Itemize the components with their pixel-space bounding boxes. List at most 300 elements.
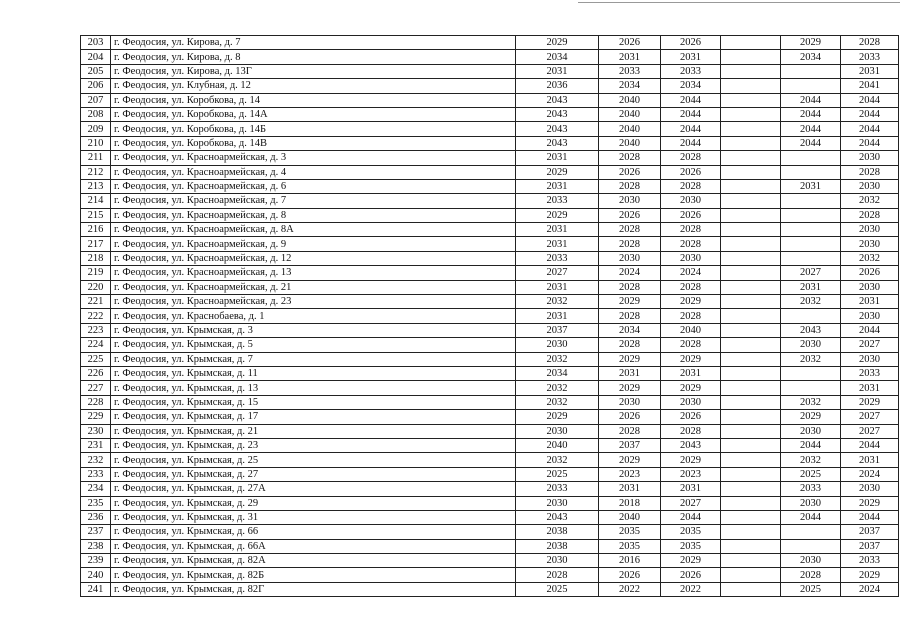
table-row: [81, 79, 899, 93]
row-number: 205: [81, 64, 111, 78]
table-row: [81, 237, 899, 251]
address-cell: г. Феодосия, ул. Красноармейская, д. 21: [111, 280, 516, 294]
year-cell-1: 2034: [516, 366, 599, 380]
year-cell-5: 2025: [781, 467, 841, 481]
address-cell: г. Феодосия, ул. Крымская, д. 25: [111, 453, 516, 467]
row-number: 220: [81, 280, 111, 294]
year-cell-6: 2032: [841, 251, 899, 265]
year-cell-4: [721, 151, 781, 165]
table-row: [81, 266, 899, 280]
year-cell-5: [781, 237, 841, 251]
year-cell-1: 2037: [516, 323, 599, 337]
year-cell-1: 2031: [516, 223, 599, 237]
year-cell-1: 2031: [516, 280, 599, 294]
year-cell-4: [721, 424, 781, 438]
year-cell-1: 2029: [516, 36, 599, 50]
year-cell-4: [721, 539, 781, 553]
year-cell-4: [721, 482, 781, 496]
year-cell-3: 2022: [661, 582, 721, 596]
year-cell-4: [721, 554, 781, 568]
year-cell-3: 2029: [661, 295, 721, 309]
year-cell-2: 2026: [599, 568, 661, 582]
year-cell-1: 2031: [516, 179, 599, 193]
year-cell-2: 2040: [599, 510, 661, 524]
address-cell: г. Феодосия, ул. Клубная, д. 12: [111, 79, 516, 93]
year-cell-3: 2026: [661, 410, 721, 424]
year-cell-3: 2029: [661, 554, 721, 568]
row-number: 213: [81, 179, 111, 193]
year-cell-4: [721, 496, 781, 510]
table-row: [81, 410, 899, 424]
year-cell-6: 2030: [841, 151, 899, 165]
row-number: 239: [81, 554, 111, 568]
year-cell-5: 2031: [781, 179, 841, 193]
row-number: 208: [81, 107, 111, 121]
year-cell-1: 2033: [516, 482, 599, 496]
year-cell-2: 2031: [599, 482, 661, 496]
year-cell-5: [781, 165, 841, 179]
year-cell-1: 2025: [516, 467, 599, 481]
year-cell-6: 2031: [841, 295, 899, 309]
year-cell-3: 2030: [661, 251, 721, 265]
table-row: [81, 93, 899, 107]
year-cell-4: [721, 136, 781, 150]
year-cell-3: 2029: [661, 352, 721, 366]
year-cell-2: 2040: [599, 93, 661, 107]
address-cell: г. Феодосия, ул. Крымская, д. 23: [111, 438, 516, 452]
year-cell-5: 2044: [781, 122, 841, 136]
year-cell-1: 2032: [516, 395, 599, 409]
year-cell-5: [781, 251, 841, 265]
table-row: [81, 251, 899, 265]
address-cell: г. Феодосия, ул. Красноармейская, д. 8А: [111, 223, 516, 237]
year-cell-1: 2031: [516, 309, 599, 323]
address-cell: г. Феодосия, ул. Крымская, д. 29: [111, 496, 516, 510]
year-cell-4: [721, 453, 781, 467]
year-cell-4: [721, 381, 781, 395]
year-cell-2: 2026: [599, 36, 661, 50]
year-cell-2: 2023: [599, 467, 661, 481]
year-cell-4: [721, 366, 781, 380]
year-cell-3: 2035: [661, 525, 721, 539]
year-cell-3: 2028: [661, 223, 721, 237]
address-cell: г. Феодосия, ул. Красноармейская, д. 6: [111, 179, 516, 193]
year-cell-4: [721, 251, 781, 265]
year-cell-3: 2028: [661, 280, 721, 294]
year-cell-2: 2029: [599, 352, 661, 366]
year-cell-3: 2028: [661, 338, 721, 352]
year-cell-1: 2030: [516, 338, 599, 352]
year-cell-1: 2028: [516, 568, 599, 582]
row-number: 223: [81, 323, 111, 337]
address-cell: г. Феодосия, ул. Коробкова, д. 14В: [111, 136, 516, 150]
year-cell-2: 2033: [599, 64, 661, 78]
row-number: 225: [81, 352, 111, 366]
table-row: [81, 36, 899, 50]
year-cell-6: 2031: [841, 381, 899, 395]
row-number: 224: [81, 338, 111, 352]
year-cell-5: [781, 309, 841, 323]
year-cell-2: 2028: [599, 338, 661, 352]
year-cell-2: 2026: [599, 165, 661, 179]
year-cell-3: 2044: [661, 136, 721, 150]
table-row: [81, 424, 899, 438]
table-row: [81, 208, 899, 222]
year-cell-5: [781, 539, 841, 553]
year-cell-6: 2037: [841, 525, 899, 539]
year-cell-4: [721, 280, 781, 294]
year-cell-4: [721, 309, 781, 323]
table-row: [81, 554, 899, 568]
row-number: 230: [81, 424, 111, 438]
year-cell-6: 2029: [841, 395, 899, 409]
year-cell-4: [721, 165, 781, 179]
year-cell-1: 2043: [516, 107, 599, 121]
row-number: 232: [81, 453, 111, 467]
table-row: [81, 64, 899, 78]
year-cell-5: [781, 194, 841, 208]
address-cell: г. Феодосия, ул. Красноармейская, д. 23: [111, 295, 516, 309]
year-cell-4: [721, 36, 781, 50]
row-number: 228: [81, 395, 111, 409]
year-cell-5: 2029: [781, 410, 841, 424]
year-cell-5: [781, 208, 841, 222]
year-cell-6: 2041: [841, 79, 899, 93]
year-cell-4: [721, 338, 781, 352]
table-row: [81, 151, 899, 165]
year-cell-3: 2031: [661, 482, 721, 496]
year-cell-6: 2028: [841, 36, 899, 50]
year-cell-4: [721, 525, 781, 539]
row-number: 210: [81, 136, 111, 150]
address-cell: г. Феодосия, ул. Крымская, д. 31: [111, 510, 516, 524]
year-cell-4: [721, 223, 781, 237]
year-cell-5: [781, 223, 841, 237]
year-cell-6: 2024: [841, 582, 899, 596]
row-number: 227: [81, 381, 111, 395]
year-cell-6: 2028: [841, 165, 899, 179]
year-cell-1: 2038: [516, 539, 599, 553]
year-cell-1: 2043: [516, 93, 599, 107]
table-row: [81, 165, 899, 179]
year-cell-6: 2044: [841, 136, 899, 150]
row-number: 218: [81, 251, 111, 265]
year-cell-2: 2026: [599, 410, 661, 424]
table-row: [81, 482, 899, 496]
year-cell-1: 2027: [516, 266, 599, 280]
year-cell-4: [721, 323, 781, 337]
year-cell-4: [721, 194, 781, 208]
table-row: [81, 50, 899, 64]
year-cell-6: 2029: [841, 568, 899, 582]
year-cell-2: 2016: [599, 554, 661, 568]
top-edge-line: [578, 2, 900, 3]
year-cell-5: 2030: [781, 424, 841, 438]
table-row: [81, 510, 899, 524]
table-row: [81, 539, 899, 553]
year-cell-1: 2043: [516, 122, 599, 136]
address-cell: г. Феодосия, ул. Крымская, д. 11: [111, 366, 516, 380]
year-cell-5: 2030: [781, 338, 841, 352]
table-row: [81, 309, 899, 323]
address-cell: г. Феодосия, ул. Красноармейская, д. 13: [111, 266, 516, 280]
year-cell-6: 2026: [841, 266, 899, 280]
address-cell: г. Феодосия, ул. Коробкова, д. 14: [111, 93, 516, 107]
year-cell-2: 2034: [599, 323, 661, 337]
year-cell-1: 2029: [516, 208, 599, 222]
year-cell-6: 2030: [841, 482, 899, 496]
year-cell-5: 2029: [781, 36, 841, 50]
address-cell: г. Феодосия, ул. Крымская, д. 7: [111, 352, 516, 366]
row-number: 221: [81, 295, 111, 309]
row-number: 222: [81, 309, 111, 323]
year-cell-1: 2032: [516, 453, 599, 467]
address-cell: г. Феодосия, ул. Красноармейская, д. 9: [111, 237, 516, 251]
year-cell-2: 2028: [599, 280, 661, 294]
year-cell-5: 2044: [781, 438, 841, 452]
year-cell-5: [781, 366, 841, 380]
year-cell-2: 2040: [599, 136, 661, 150]
year-cell-6: 2029: [841, 496, 899, 510]
year-cell-6: 2027: [841, 338, 899, 352]
year-cell-2: 2037: [599, 438, 661, 452]
row-number: 206: [81, 79, 111, 93]
address-cell: г. Феодосия, ул. Красноармейская, д. 12: [111, 251, 516, 265]
row-number: 204: [81, 50, 111, 64]
year-cell-1: 2025: [516, 582, 599, 596]
year-cell-5: [781, 381, 841, 395]
year-cell-1: 2033: [516, 251, 599, 265]
year-cell-2: 2026: [599, 208, 661, 222]
year-cell-1: 2038: [516, 525, 599, 539]
table-row: [81, 280, 899, 294]
table-body: [81, 36, 899, 597]
year-cell-3: 2027: [661, 496, 721, 510]
address-cell: г. Феодосия, ул. Крымская, д. 13: [111, 381, 516, 395]
year-cell-6: 2044: [841, 438, 899, 452]
table-row: [81, 295, 899, 309]
year-cell-2: 2028: [599, 151, 661, 165]
year-cell-3: 2028: [661, 151, 721, 165]
address-cell: г. Феодосия, ул. Крымская, д. 3: [111, 323, 516, 337]
year-cell-1: 2031: [516, 237, 599, 251]
table-row: [81, 223, 899, 237]
year-cell-5: 2032: [781, 352, 841, 366]
year-cell-4: [721, 93, 781, 107]
row-number: 217: [81, 237, 111, 251]
year-cell-6: 2032: [841, 194, 899, 208]
year-cell-4: [721, 295, 781, 309]
year-cell-2: 2028: [599, 424, 661, 438]
year-cell-2: 2030: [599, 395, 661, 409]
year-cell-1: 2029: [516, 410, 599, 424]
row-number: 212: [81, 165, 111, 179]
address-cell: г. Феодосия, ул. Кирова, д. 8: [111, 50, 516, 64]
year-cell-4: [721, 410, 781, 424]
address-cell: г. Феодосия, ул. Красноармейская, д. 8: [111, 208, 516, 222]
row-number: 215: [81, 208, 111, 222]
address-cell: г. Феодосия, ул. Крымская, д. 66: [111, 525, 516, 539]
address-cell: г. Феодосия, ул. Крымская, д. 21: [111, 424, 516, 438]
year-cell-6: 2044: [841, 122, 899, 136]
year-cell-5: 2032: [781, 453, 841, 467]
row-number: 209: [81, 122, 111, 136]
year-cell-3: 2030: [661, 194, 721, 208]
table-row: [81, 122, 899, 136]
year-cell-2: 2028: [599, 237, 661, 251]
year-cell-1: 2032: [516, 352, 599, 366]
row-number: 229: [81, 410, 111, 424]
address-cell: г. Феодосия, ул. Крымская, д. 5: [111, 338, 516, 352]
address-cell: г. Феодосия, ул. Кирова, д. 13Г: [111, 64, 516, 78]
row-number: 233: [81, 467, 111, 481]
year-cell-4: [721, 352, 781, 366]
address-cell: г. Феодосия, ул. Крымская, д. 27А: [111, 482, 516, 496]
row-number: 203: [81, 36, 111, 50]
year-cell-6: 2031: [841, 453, 899, 467]
year-cell-1: 2034: [516, 50, 599, 64]
row-number: 226: [81, 366, 111, 380]
year-cell-2: 2031: [599, 366, 661, 380]
year-cell-1: 2043: [516, 510, 599, 524]
table-row: [81, 323, 899, 337]
year-cell-3: 2034: [661, 79, 721, 93]
year-cell-6: 2030: [841, 280, 899, 294]
year-cell-2: 2040: [599, 122, 661, 136]
year-cell-5: 2025: [781, 582, 841, 596]
year-cell-4: [721, 50, 781, 64]
year-cell-3: 2028: [661, 424, 721, 438]
year-cell-6: 2037: [841, 539, 899, 553]
row-number: 207: [81, 93, 111, 107]
year-cell-3: 2043: [661, 438, 721, 452]
address-cell: г. Феодосия, ул. Красноармейская, д. 7: [111, 194, 516, 208]
year-cell-6: 2030: [841, 309, 899, 323]
year-cell-1: 2029: [516, 165, 599, 179]
year-cell-6: 2033: [841, 366, 899, 380]
year-cell-4: [721, 64, 781, 78]
year-cell-5: 2044: [781, 510, 841, 524]
year-cell-5: 2030: [781, 496, 841, 510]
year-cell-2: 2031: [599, 50, 661, 64]
year-cell-2: 2018: [599, 496, 661, 510]
address-cell: г. Феодосия, ул. Крымская, д. 82Г: [111, 582, 516, 596]
year-cell-2: 2030: [599, 251, 661, 265]
year-cell-3: 2024: [661, 266, 721, 280]
year-cell-4: [721, 122, 781, 136]
year-cell-6: 2024: [841, 467, 899, 481]
year-cell-4: [721, 266, 781, 280]
year-cell-3: 2026: [661, 568, 721, 582]
year-cell-6: 2033: [841, 50, 899, 64]
year-cell-6: 2044: [841, 323, 899, 337]
year-cell-5: 2031: [781, 280, 841, 294]
table-row: [81, 107, 899, 121]
row-number: 240: [81, 568, 111, 582]
year-cell-4: [721, 79, 781, 93]
year-cell-3: 2028: [661, 309, 721, 323]
year-cell-5: 2032: [781, 295, 841, 309]
year-cell-1: 2032: [516, 295, 599, 309]
year-cell-6: 2044: [841, 107, 899, 121]
year-cell-2: 2024: [599, 266, 661, 280]
year-cell-3: 2035: [661, 539, 721, 553]
year-cell-1: 2030: [516, 554, 599, 568]
row-number: 219: [81, 266, 111, 280]
address-cell: г. Феодосия, ул. Красноармейская, д. 3: [111, 151, 516, 165]
year-cell-1: 2031: [516, 64, 599, 78]
year-cell-6: 2044: [841, 510, 899, 524]
year-cell-3: 2026: [661, 208, 721, 222]
table-row: [81, 395, 899, 409]
year-cell-4: [721, 179, 781, 193]
address-cell: г. Феодосия, ул. Крымская, д. 82Б: [111, 568, 516, 582]
year-cell-6: 2030: [841, 179, 899, 193]
year-cell-1: 2043: [516, 136, 599, 150]
year-cell-5: [781, 525, 841, 539]
year-cell-4: [721, 107, 781, 121]
year-cell-2: 2030: [599, 194, 661, 208]
year-cell-1: 2033: [516, 194, 599, 208]
year-cell-3: 2026: [661, 165, 721, 179]
table-row: [81, 582, 899, 596]
table-row: [81, 179, 899, 193]
table-row: [81, 525, 899, 539]
year-cell-2: 2028: [599, 223, 661, 237]
year-cell-6: 2028: [841, 208, 899, 222]
year-cell-3: 2044: [661, 93, 721, 107]
row-number: 236: [81, 510, 111, 524]
row-number: 237: [81, 525, 111, 539]
year-cell-3: 2026: [661, 36, 721, 50]
year-cell-1: 2032: [516, 381, 599, 395]
year-cell-5: 2028: [781, 568, 841, 582]
row-number: 241: [81, 582, 111, 596]
table-row: [81, 496, 899, 510]
year-cell-3: 2033: [661, 64, 721, 78]
year-cell-2: 2035: [599, 539, 661, 553]
year-cell-2: 2029: [599, 381, 661, 395]
year-cell-5: [781, 64, 841, 78]
address-cell: г. Феодосия, ул. Кирова, д. 7: [111, 36, 516, 50]
year-cell-2: 2035: [599, 525, 661, 539]
year-cell-3: 2023: [661, 467, 721, 481]
year-cell-3: 2044: [661, 122, 721, 136]
address-cell: г. Феодосия, ул. Крымская, д. 82А: [111, 554, 516, 568]
year-cell-2: 2028: [599, 309, 661, 323]
year-cell-6: 2030: [841, 352, 899, 366]
year-cell-2: 2028: [599, 179, 661, 193]
table-row: [81, 352, 899, 366]
year-cell-5: 2032: [781, 395, 841, 409]
year-cell-6: 2044: [841, 93, 899, 107]
year-cell-4: [721, 582, 781, 596]
year-cell-2: 2034: [599, 79, 661, 93]
year-cell-3: 2044: [661, 510, 721, 524]
year-cell-1: 2031: [516, 151, 599, 165]
year-cell-5: 2034: [781, 50, 841, 64]
year-cell-2: 2029: [599, 295, 661, 309]
year-cell-4: [721, 237, 781, 251]
year-cell-1: 2030: [516, 424, 599, 438]
year-cell-3: 2040: [661, 323, 721, 337]
year-cell-2: 2022: [599, 582, 661, 596]
year-cell-5: 2030: [781, 554, 841, 568]
address-cell: г. Феодосия, ул. Коробкова, д. 14А: [111, 107, 516, 121]
table-row: [81, 338, 899, 352]
row-number: 238: [81, 539, 111, 553]
year-cell-5: 2044: [781, 136, 841, 150]
